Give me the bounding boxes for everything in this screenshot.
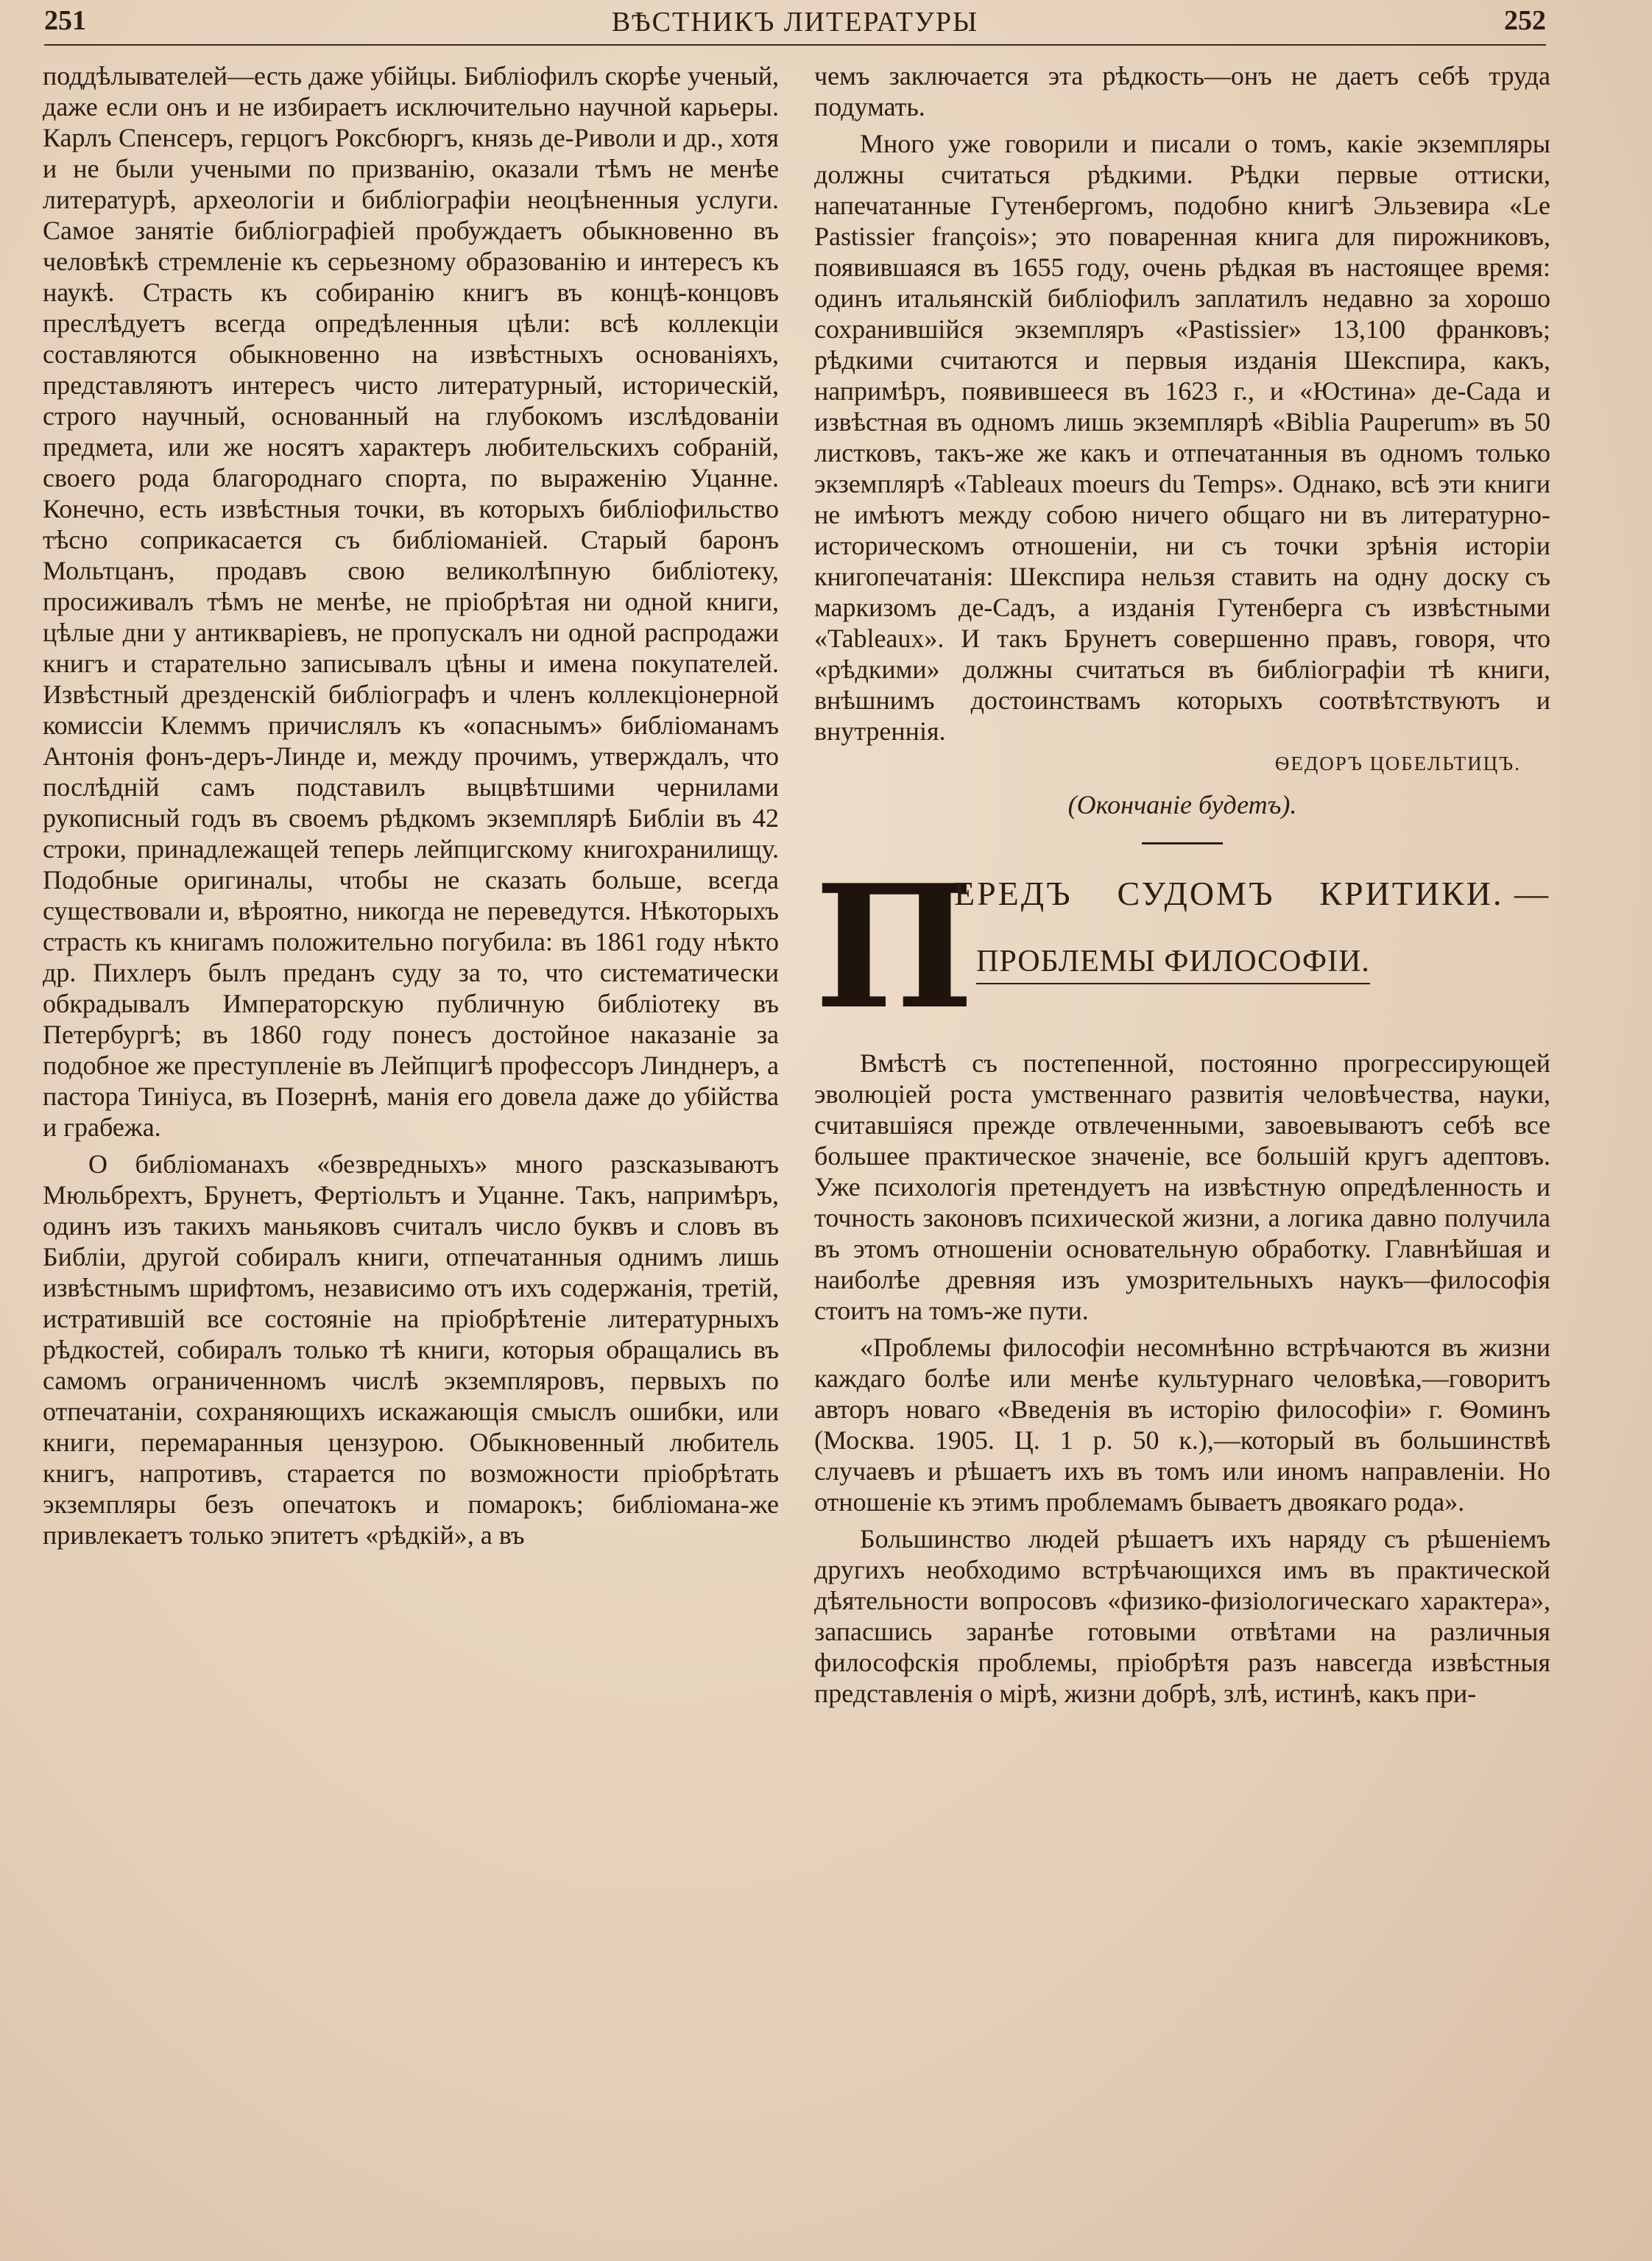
right-paragraph-4: «Проблемы философіи несомнѣнно встрѣчаются въ жизни каждаго болѣе или менѣе культурнаго человѣка,—говоритъ авторъ новаго «Введенія въ исторію философіи» г. Ѳоминъ (Москва. 1905. Ц. 1 р. 50 к.),—который въ большинствѣ случаевъ и рѣшаетъ ихъ въ томъ или иномъ направленіи. Но отношеніе къ этимъ проблемамъ бываетъ двоякаго рода». (814, 1333, 1550, 1517)
left-column (43, 60, 779, 1556)
page-number-right: 252 (1504, 5, 1546, 36)
running-title: ВѢСТНИКЪ ЛИТЕРАТУРЫ (611, 7, 979, 38)
heading-word: СУДОМЪ (1117, 875, 1275, 912)
heading-line (954, 875, 1550, 912)
section-heading (814, 848, 1550, 1047)
right-paragraph-5: Большинство людей рѣшаетъ ихъ наряду съ рѣшеніемъ другихъ необходимо встрѣчающихся имъ въ практической дѣятельности вопросовъ «физико-физіологическаго характера», запасшись заранѣе готовыми отвѣтами на различныя философскія проблемы, пріобрѣтя разъ навсегда извѣстныя представленія о мірѣ, жизни добрѣ, злѣ, истинѣ, какъ при- (814, 1524, 1550, 1708)
right-paragraph-1: чемъ заключается эта рѣдкость—онъ не даетъ себѣ труда подумать. (814, 61, 1550, 121)
section-divider (1142, 842, 1223, 844)
page-number-left: 251 (44, 5, 86, 36)
right-paragraph-2: Много уже говорили и писали о томъ, какіе экземпляры должны считаться рѣдкими. Рѣдки первые оттиски, напечатанные Гутенбергомъ, подобно книгѣ Эльзевира «Le Pastissier françois»; это поваренная книга для пирожниковъ, появившаяся въ 1655 году, очень рѣдкая въ настоящее время: одинъ итальянскій библіофилъ заплатилъ недавно за хорошо сохранившійся экземпляръ «Pastissier» 13,100 франковъ; рѣдкими считаются и первыя изданія Шекспира, какъ, напримѣръ, появившееся въ 1623 г., и «Юстина» де-Сада и извѣстная въ одномъ лишь экземплярѣ «Biblia Pauperum» въ 50 листковъ, такъ-же же какъ и отпечатанныя въ одномъ только экземплярѣ «Tableaux moeurs du Temps». Однако, всѣ эти книги не имѣютъ между собою ничего общаго ни въ литературно-историческомъ отношеніи, ни съ точки зрѣнія исторіи книгопечатанія: Шекспира нельзя ставить на одну доску съ маркизомъ де-Садъ, а изданія Гутенберга съ извѣстными «Tableaux». И такъ Брунетъ совершенно правъ, говоря, что «рѣдкими» должны считаться въ библіографіи тѣ книги, внѣшнимъ достоинствамъ которыхъ соотвѣтствуютъ и внутреннія. (814, 129, 1550, 746)
right-column (814, 60, 1550, 1715)
left-paragraph-1: поддѣлывателей—есть даже убійцы. Библіофилъ скорѣе ученый, даже если онъ и не избираетъ исключительно научной карьеры. Карлъ Спенсеръ, герцогъ Роксбюргъ, князь де-Риволи и др., хотя и не были учеными по призванію, оказали тѣмъ не менѣе литературѣ, археологіи и библіографіи неоцѣненныя услуги. Самое занятіе библіографіей пробуждаетъ обыкновенно въ человѣкѣ стремленіе къ серьезному образованію и интересъ къ наукѣ. Страсть къ собиранію книгъ въ концѣ-концовъ преслѣдуетъ всегда опредѣленныя цѣли: всѣ коллекціи составляются обыкновенно на извѣстныхъ основаніяхъ, представляютъ интересъ чисто литературный, историческій, строго научный, основанный на глубокомъ изслѣдованіи предмета, или же носятъ характеръ любительскихъ собраній, своего рода благороднаго спорта, по выраженію Уцанне. Конечно, есть извѣстныя точки, въ которыхъ библіофильство тѣсно соприкасается съ библіоманіей. Старый баронъ Мольтцанъ, продавъ свою великолѣпную библіотеку, просиживалъ тѣмъ не менѣе, не пріобрѣтая ни одной книги, цѣлые дни у антикваріевъ, не пропускалъ ни одной распродажи книгъ и старательно записывалъ цѣны и имена покупателей. Извѣстный дрезденскій библіографъ и членъ коллекціонерной комиссіи Клеммъ причислялъ къ «опаснымъ» библіоманамъ Антонія фонъ-деръ-Линде и, между прочимъ, утверждалъ, что послѣдній самъ подставилъ выцвѣтшими чернилами рукописный годъ въ своемъ рѣдкомъ экземплярѣ Библіи въ 42 строки, принадлежащей теперь лейпцигскому книгохранилищу. Подобные оригиналы, чтобы не сказать больше, всегда существовали и, вѣроятно, никогда не переведутся. Нѣкоторыхъ страсть къ книгамъ положительно погубила: въ 1861 году нѣкто др. Пихлеръ былъ преданъ суду за то, что систематически обкрадывалъ Императорскую публичную библіотеку въ Петербургѣ; въ 1860 году понесъ достойное наказаніе за подобное же преступленіе въ Лейпцигѣ профессоръ Линднеръ, а пастора Тиніуса, въ Позернѣ, манія его довела даже до убійства и грабежа. (43, 61, 779, 1142)
author-signature: ѲЕДОРЪ ЦОБЕЛЬТИЦЪ. (1274, 752, 1521, 775)
left-paragraph-2: О библіоманахъ «безвредныхъ» много разсказываютъ Мюльбрехтъ, Брунетъ, Фертіольтъ и Уцанне. Такъ, напримѣръ, одинъ изъ такихъ маньяковъ считалъ число буквъ и словъ въ Библіи, другой собиралъ книги, отпечатанныя однимъ лишь извѣстнымъ шрифтомъ, независимо отъ ихъ содержанія, третій, истратившій все состояніе на пріобрѣтеніе литературныхъ рѣдкостей, собиралъ только тѣ книги, которыя обращались въ самомъ ограниченномъ числѣ экземпляровъ, первыхъ по отпечатаніи, сохраняющихъ искажающія смыслъ ошибки, или книги, перемаранныя цензурою. Обыкновенный любитель книгъ, напротивъ, старается по возможности пріобрѣтать экземпляры безъ опечатокъ и помарокъ; библіомана-же привлекаетъ только эпитетъ «рѣдкій», а въ (43, 1149, 779, 1550)
continuation-note: (Окончаніе будетъ). (1067, 790, 1297, 819)
right-paragraph-3: Вмѣстѣ съ постепенной, постоянно прогрессирующей эволюціей роста умственнаго развитія человѣчества, науки, считавшіяся прежде отвлеченными, завоевываютъ себѣ все большее практическое значеніе, все большій кругъ адептовъ. Уже психологія претендуетъ на извѣстную опредѣленность и точность законовъ психической жизни, а логика давно получила въ этомъ отношеніи основательную обработку. Главнѣйшая и наиболѣе древняя изъ умозрительныхъ наукъ—философія стоитъ на томъ-же пути. (814, 1048, 1550, 1325)
page-header (44, 3, 1546, 46)
drop-cap: П (814, 848, 975, 1047)
section-subheading: ПРОБЛЕМЫ ФИЛОСОФІИ. (976, 946, 1370, 984)
heading-word: ЕРЕДЪ (954, 875, 1073, 912)
heading-word: КРИТИКИ. — (1319, 875, 1550, 912)
